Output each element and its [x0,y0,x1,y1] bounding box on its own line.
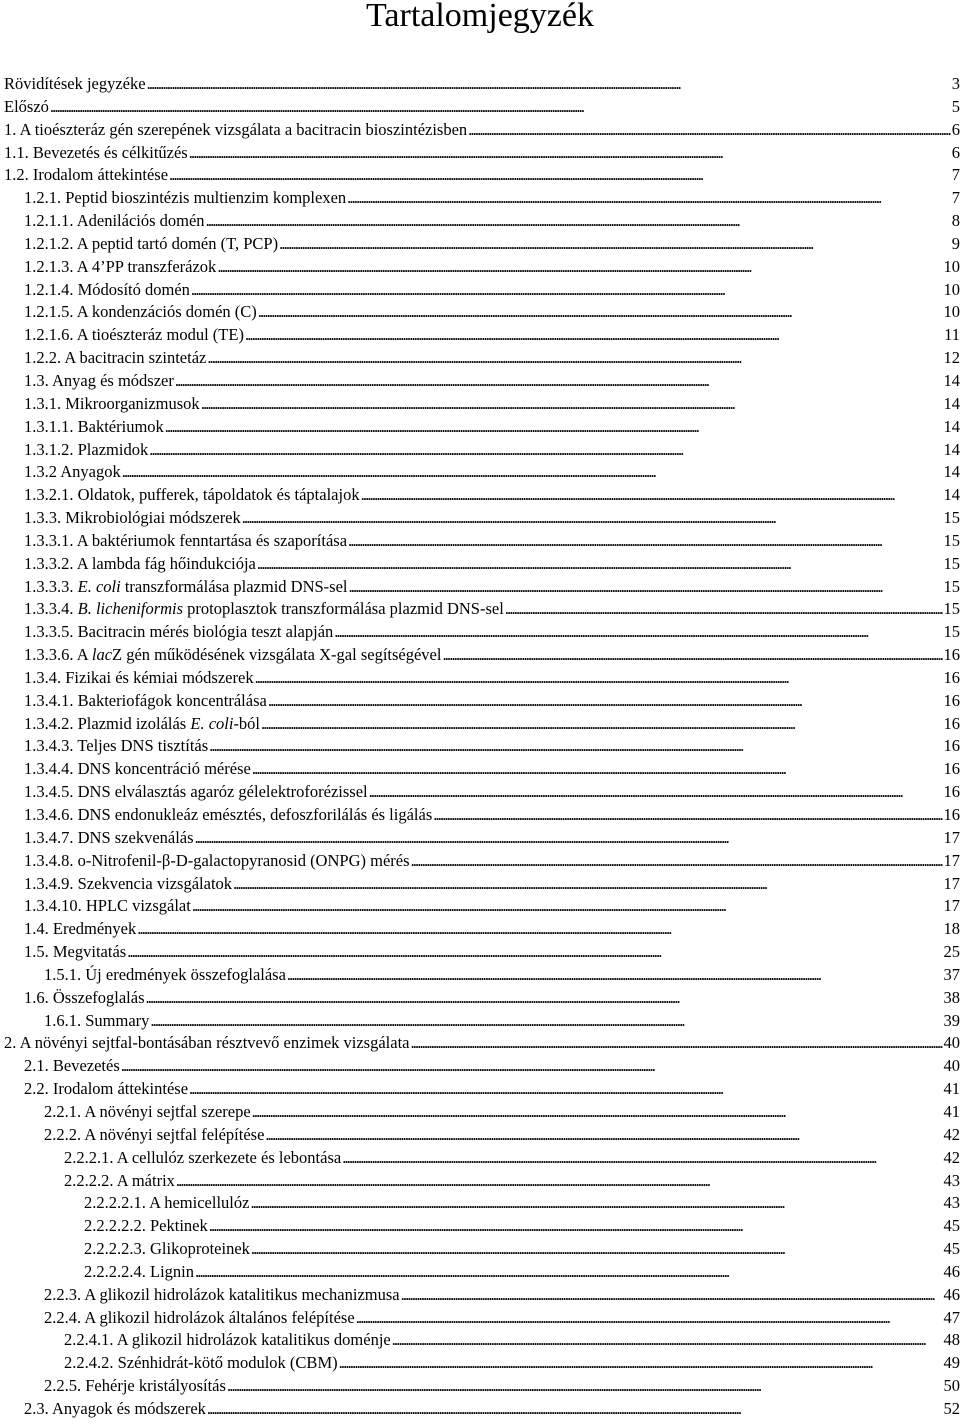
toc-entry[interactable] [4,873,960,896]
toc-entry[interactable] [4,461,960,484]
toc-entry-label: 2.3. Anyagok és módszerek [24,1398,206,1418]
toc-entry[interactable] [4,895,960,918]
toc-entry-page-number: 17 [943,873,960,893]
toc-entry-label: 2.2.5. Fehérje kristályosítás [44,1376,226,1396]
toc-dot-leader [411,850,943,873]
toc-dot-leader [122,461,943,484]
toc-dot-leader [252,1101,943,1124]
toc-entry-label: Előszó [4,96,49,116]
toc-entry-label: 1.2.1.6. A tioészteráz modul (TE) [24,325,244,345]
toc-entry[interactable] [4,1124,960,1147]
toc-entry-page-number: 10 [943,302,960,322]
toc-dot-leader [356,1307,943,1330]
toc-entry-page-number: 6 [951,142,960,162]
toc-entry-page-number: 14 [943,393,960,413]
toc-entry-page-number: 10 [943,256,960,276]
toc-entry-label: 1.3.4.8. o-Nitrofenil-β-D-galactopyranosid (ONPG) mérés [24,850,410,870]
toc-entry-page-number: 15 [943,530,960,550]
toc-dot-leader [347,187,951,210]
toc-dot-leader [176,1170,943,1193]
toc-entry-page-number: 16 [943,690,960,710]
toc-entry-page-number: 49 [943,1353,960,1373]
toc-dot-leader [150,1010,942,1033]
toc-entry[interactable] [4,256,960,279]
toc-dot-leader [207,1398,943,1421]
toc-entry[interactable] [4,758,960,781]
toc-entry-page-number: 9 [951,233,960,253]
toc-entry-label: 2.2.2. A növényi sejtfal felépítése [44,1124,265,1144]
toc-entry-page-number: 8 [951,211,960,231]
toc-dot-leader [189,142,951,165]
toc-entry[interactable] [4,279,960,302]
toc-entry-label: 1.3.4.1. Bakteriofágok koncentrálása [24,690,267,710]
toc-entry[interactable] [4,1010,960,1033]
toc-dot-leader [442,644,942,667]
toc-entry[interactable] [4,621,960,644]
toc-entry-label: 2.2. Irodalom áttekintése [24,1079,189,1099]
toc-entry[interactable] [4,439,960,462]
toc-entry[interactable] [4,827,960,850]
toc-entry-label: 2.2.2.1. A cellulóz szerkezete és lebontása [64,1147,342,1167]
toc-dot-leader [468,119,951,142]
toc-entry-label: 1. A tioészteráz gén szerepének vizsgálata a bacitracin bioszintézisben [4,119,468,139]
toc-entry-page-number: 16 [943,645,960,665]
toc-dot-leader [227,1375,943,1398]
toc-dot-leader [165,416,943,439]
toc-entry[interactable] [4,1307,960,1330]
toc-entry-page-number: 41 [943,1101,960,1121]
toc-entry[interactable] [4,941,960,964]
toc-entry[interactable] [4,781,960,804]
toc-entry-page-number: 18 [943,919,960,939]
toc-dot-leader [401,1284,943,1307]
toc-dot-leader [189,1078,942,1101]
toc-entry-label [24,713,260,736]
toc-entry-label: 1.1. Bevezetés és célkitűzés [4,142,188,162]
toc-entry-page-number: 16 [943,759,960,779]
toc-entry[interactable] [4,1170,960,1193]
toc-dot-leader [147,73,951,96]
toc-entry-label: 2.1. Bevezetés [24,1056,120,1076]
toc-entry-page-number: 7 [951,188,960,208]
toc-dot-leader [392,1329,943,1352]
toc-entry-label: 1.3.4.7. DNS szekvenálás [24,827,194,847]
toc-entry-label-suffix: transzformálása plazmid DNS-sel [120,576,348,596]
toc-dot-leader [342,1147,942,1170]
toc-entry-page-number: 5 [951,96,960,116]
toc-entry-page-number: 42 [943,1124,960,1144]
toc-entry-page-number: 40 [943,1033,960,1053]
toc-dot-leader [411,1032,943,1055]
toc-entry-label: 1.3.3.2. A lambda fág hőindukciója [24,553,256,573]
toc-entry-label: 1.3.1. Mikroorganizmusok [24,393,200,413]
toc-entry-label-prefix: 1.3.3.3. [24,576,78,596]
toc-entry-label: 1.3.4.3. Teljes DNS tisztítás [24,736,209,756]
toc-entry-label: 1.2.2. A bacitracin szintetáz [24,348,207,368]
toc-entry-page-number: 17 [943,850,960,870]
toc-entry-label: 2.2.2.2.3. Glikoproteinek [84,1239,250,1259]
toc-entry[interactable] [4,1329,960,1352]
toc-entry-page-number: 48 [943,1330,960,1350]
toc-dot-leader [279,233,951,256]
toc-entry-page-number: 15 [943,599,960,619]
toc-entry-label [24,644,441,667]
toc-dot-leader [245,324,943,347]
toc-entry-label-suffix: Z gén működésének vizsgálata X-gal segítségével [112,645,442,665]
toc-entry-page-number: 41 [943,1079,960,1099]
toc-entry[interactable] [4,484,960,507]
toc-entry-label: 1.4. Eredmények [24,919,137,939]
toc-dot-leader [191,279,943,302]
toc-entry-label: 1.2.1.1. Adenilációs domén [24,211,205,231]
toc-entry-label: 1.3.4.10. HPLC vizsgálat [24,896,191,916]
toc-entry[interactable] [4,1284,960,1307]
toc-entry[interactable] [4,918,960,941]
toc-entry[interactable] [4,507,960,530]
toc-entry[interactable] [4,804,960,827]
toc-entry[interactable] [4,713,960,736]
toc-entry-page-number: 14 [943,462,960,482]
toc-entry-label: 2.2.4.2. Szénhidrát-kötő modulok (CBM) [64,1353,338,1373]
toc-entry-page-number: 12 [943,348,960,368]
toc-dot-leader [175,370,943,393]
toc-entry-page-number: 15 [943,622,960,642]
toc-entry-label: 2.2.2.2.1. A hemicellulóz [84,1193,250,1213]
toc-entry-page-number: 14 [943,370,960,390]
toc-entry[interactable] [4,735,960,758]
toc-entry-page-number: 16 [943,782,960,802]
toc-dot-leader [192,895,943,918]
toc-dot-leader [433,804,942,827]
toc-entry-label: 1.2.1.3. A 4’PP transzferázok [24,256,217,276]
toc-entry-label: 2.2.2.2.4. Lignin [84,1261,194,1281]
toc-entry[interactable] [4,347,960,370]
toc-dot-leader [242,507,943,530]
toc-entry[interactable] [4,1238,960,1261]
toc-entry-label: 1.2.1.2. A peptid tartó domén (T, PCP) [24,233,279,253]
toc-dot-leader [258,301,943,324]
toc-entry[interactable] [4,1375,960,1398]
toc-entry-label: 2.2.4.1. A glikozil hidrolázok katalitikus doménje [64,1330,391,1350]
page-title: Tartalomjegyzék [366,0,594,34]
toc-entry[interactable] [4,233,960,256]
toc-entry-page-number: 52 [943,1398,960,1418]
toc-entry[interactable] [4,96,960,119]
toc-dot-leader [261,713,942,736]
toc-dot-leader [206,210,951,233]
toc-entry-label: 2.2.2.2.2. Pektinek [84,1216,208,1236]
toc-dot-leader [369,781,943,804]
toc-entry-label-suffix: protoplasztok transzformálása plazmid DNS-sel [183,599,504,619]
toc-dot-leader [255,667,943,690]
toc-entry[interactable] [4,553,960,576]
toc-entry-page-number: 46 [943,1261,960,1281]
toc-entry-label-italic: lac [91,645,113,665]
toc-entry-label: Rövidítések jegyzéke [4,74,146,93]
toc-entry-page-number: 45 [943,1216,960,1236]
toc-entry[interactable] [4,1398,960,1421]
toc-entry-label: 1.3.4.9. Szekvencia vizsgálatok [24,873,233,893]
toc-entry[interactable] [4,1261,960,1284]
toc-entry-page-number: 16 [943,713,960,733]
toc-dot-leader [339,1352,943,1375]
toc-entry[interactable] [4,416,960,439]
toc-dot-leader [287,964,943,987]
toc-entry-label: 1.3.3. Mikrobiológiai módszerek [24,508,241,528]
toc-entry-label-prefix: 1.3.3.4. [24,599,78,619]
toc-dot-leader [251,1238,943,1261]
toc-entry-page-number: 38 [943,987,960,1007]
toc-entry-page-number: 15 [943,576,960,596]
toc-dot-leader [257,553,943,576]
toc-entry-page-number: 11 [944,325,960,345]
toc-entry-label: 1.3.3.1. A baktériumok fenntartása és szaporítása [24,530,348,550]
toc-entry-page-number: 42 [943,1147,960,1167]
toc-entry[interactable] [4,850,960,873]
toc-entry-page-number: 46 [943,1284,960,1304]
toc-entry-label-italic: B. licheniformis [77,599,184,619]
toc-entry-page-number: 40 [943,1056,960,1076]
toc-entry[interactable] [4,1192,960,1215]
toc-dot-leader [217,256,942,279]
toc-dot-leader [334,621,942,644]
toc-dot-leader [348,530,942,553]
toc-entry[interactable] [4,119,960,142]
toc-dot-leader [127,941,942,964]
toc-entry-label: 1.5.1. Új eredmények összefoglalása [44,964,286,984]
toc-dot-leader [349,576,943,599]
toc-entry[interactable] [4,1147,960,1170]
toc-entry[interactable] [4,576,960,599]
toc-entry-page-number: 47 [943,1307,960,1327]
toc-entry-page-number: 15 [943,553,960,573]
toc-entry[interactable] [4,370,960,393]
toc-entry[interactable] [4,393,960,416]
toc-entry[interactable] [4,142,960,165]
toc-entry-label: 1.3.4. Fizikai és kémiai módszerek [24,667,254,687]
toc-entry[interactable] [4,598,960,621]
toc-entry-label: 1.3.2 Anyagok [24,462,121,482]
toc-entry[interactable] [4,73,960,96]
toc-entry-page-number: 14 [943,485,960,505]
toc-dot-leader [195,827,943,850]
toc-dot-leader [201,393,943,416]
toc-entry[interactable] [4,1101,960,1124]
toc-entry-page-number: 16 [943,667,960,687]
toc-dot-leader [505,598,943,621]
toc-entry-label: 2.2.2.2. A mátrix [64,1170,175,1190]
toc-entry-label: 1.3.4.5. DNS elválasztás agaróz gélelektroforézissel [24,782,368,802]
toc-entry-page-number: 37 [943,964,960,984]
toc-entry-label-italic: E. coli [190,713,234,733]
toc-entry-label: 1.3.4.4. DNS koncentráció mérése [24,759,251,779]
toc-dot-leader [265,1124,942,1147]
toc-dot-leader [209,1215,943,1238]
toc-entry[interactable] [4,164,960,187]
toc-entry-page-number: 17 [943,896,960,916]
toc-entry-label: 2.2.1. A növényi sejtfal szerepe [44,1101,251,1121]
toc-entry-page-number: 25 [943,942,960,962]
toc-entry[interactable] [4,667,960,690]
toc-entry-page-number: 14 [943,416,960,436]
toc-entry-label-prefix: 1.3.3.6. A [24,645,92,665]
toc-dot-leader [50,96,951,119]
toc-entry-label: 1.3.4.6. DNS endonukleáz emésztés, defoszforilálás és ligálás [24,805,433,824]
toc-entry[interactable] [4,530,960,553]
toc-dot-leader [121,1055,943,1078]
toc-entry-label [24,598,504,621]
toc-entry[interactable] [4,324,960,347]
toc-dot-leader [252,758,943,781]
toc-entry-label: 1.3.2.1. Oldatok, pufferek, tápoldatok és táptalajok [24,485,360,505]
toc-entry-page-number: 43 [943,1170,960,1190]
toc-entry[interactable] [4,1352,960,1375]
toc-dot-leader [209,735,942,758]
toc-entry-label: 1.6.1. Summary [44,1010,150,1030]
toc-dot-leader [195,1261,943,1284]
toc-entry-page-number: 16 [943,736,960,756]
toc-entry-label: 1.3.1.1. Baktériumok [24,416,164,436]
toc-entry-page-number: 14 [943,439,960,459]
toc-entry-page-number: 16 [943,805,960,824]
toc-entry-label: 1.3.1.2. Plazmidok [24,439,149,459]
toc-entry-label: 2.2.4. A glikozil hidrolázok általános felépítése [44,1307,355,1327]
toc-dot-leader [149,439,942,462]
toc-entry[interactable] [4,301,960,324]
toc-dot-leader [146,987,943,1010]
toc-entry-label: 1.3. Anyag és módszer [24,370,174,390]
toc-dot-leader [361,484,943,507]
toc-entry[interactable] [4,187,960,210]
toc-entry-label: 1.5. Megvitatás [24,942,127,962]
toc-entry-page-number: 17 [943,827,960,847]
toc-entry[interactable] [4,644,960,667]
toc-dot-leader [137,918,942,941]
toc-entry-label: 1.3.3.5. Bacitracin mérés biológia teszt alapján [24,622,334,642]
toc-entry-label: 1.2.1. Peptid bioszintézis multienzim komplexen [24,188,347,208]
toc-entry-page-number: 50 [943,1376,960,1396]
toc-entry-label [24,576,348,599]
toc-entry[interactable] [4,1215,960,1238]
toc-entry-label: 2.2.3. A glikozil hidrolázok katalitikus mechanizmusa [44,1284,400,1304]
toc-entry-label: 1.2. Irodalom áttekintése [4,165,169,185]
toc-dot-leader [268,690,943,713]
toc-entry-label-italic: E. coli [77,576,121,596]
toc-entry[interactable] [4,987,960,1010]
toc-entry-page-number: 3 [951,74,960,93]
toc-entry-page-number: 15 [943,508,960,528]
toc-entry[interactable] [4,964,960,987]
toc-entry-label: 1.6. Összefoglalás [24,987,145,1007]
toc-entry-page-number: 10 [943,279,960,299]
toc-entry[interactable] [4,690,960,713]
toc-dot-leader [207,347,942,370]
toc-entry-label-prefix: 1.3.4.2. Plazmid izolálás [24,713,191,733]
toc-entry[interactable] [4,1055,960,1078]
toc-entry-page-number: 43 [943,1193,960,1213]
toc-entry[interactable] [4,1078,960,1101]
toc-entry[interactable] [4,1032,960,1055]
toc-dot-leader [250,1192,942,1215]
toc-dot-leader [169,164,951,187]
toc-dot-leader [233,873,942,896]
toc-entry-page-number: 45 [943,1239,960,1259]
toc-entry-label: 1.2.1.5. A kondenzációs domén (C) [24,302,257,322]
toc-entry-label: 2. A növényi sejtfal-bontásában résztvevő enzimek vizsgálata [4,1033,410,1053]
toc-entry-label: 1.2.1.4. Módosító domén [24,279,190,299]
toc-entry[interactable] [4,210,960,233]
toc-entry-page-number: 7 [951,165,960,185]
toc-entry-page-number: 39 [943,1010,960,1030]
toc-entry-label-suffix: -ból [233,713,261,733]
toc-entry-page-number: 6 [951,119,960,139]
table-of-contents [4,73,960,1421]
